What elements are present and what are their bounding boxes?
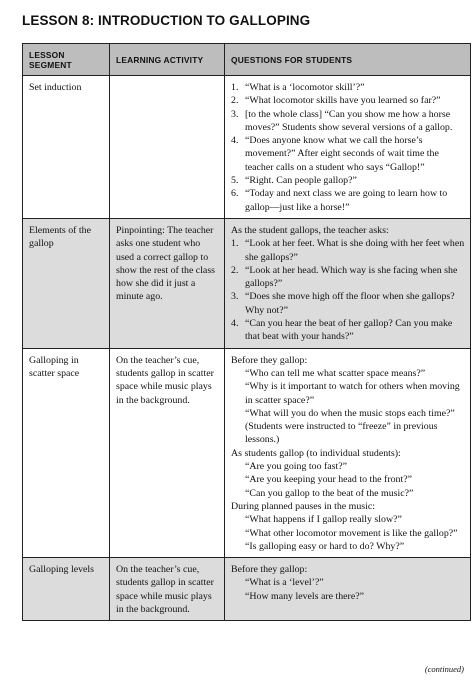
activity-cell: On the teacher’s cue, students gallop in scatter space while music plays in the background. xyxy=(110,348,225,557)
question-item xyxy=(231,237,466,264)
header-questions: QUESTIONS FOR STUDENTS xyxy=(225,44,471,76)
segment-cell: Galloping in scatter space xyxy=(23,348,110,557)
questions-list xyxy=(231,224,466,344)
questions-cell xyxy=(225,348,471,557)
question-text: “What locomotor skills have you learned so far?” xyxy=(245,95,441,107)
questions-cell xyxy=(225,218,471,348)
question-number: 2. xyxy=(231,95,239,107)
question-item xyxy=(231,94,466,107)
question-item xyxy=(231,134,466,174)
table-row xyxy=(23,76,471,219)
question-number: 3. xyxy=(231,108,239,120)
question-number: 5. xyxy=(231,175,239,187)
question-item xyxy=(231,290,466,317)
question-item xyxy=(231,81,466,94)
question-number: 1. xyxy=(231,82,239,93)
question-item: “Are you keeping your head to the front?” xyxy=(245,474,412,486)
segment-cell: Galloping levels xyxy=(23,558,110,621)
question-item xyxy=(231,187,466,214)
questions-list xyxy=(231,81,466,214)
activity-cell: Pinpointing: The teacher asks one student who used a correct gallop to show the rest of the class how she did it just a minute ago. xyxy=(110,218,225,348)
header-lesson-segment: LESSON SEGMENT xyxy=(23,44,110,76)
question-item: “What other locomotor movement is like the gallop?” xyxy=(245,527,458,539)
question-text: “Right. Can people gallop?” xyxy=(245,175,357,187)
question-item: “Is galloping easy or hard to do? Why?” xyxy=(245,540,405,552)
question-item: “How many levels are there?” xyxy=(245,590,364,602)
question-item: “What happens if I gallop really slow?” xyxy=(245,514,402,526)
question-number: 3. xyxy=(231,291,239,303)
questions-list xyxy=(231,563,466,603)
question-item xyxy=(231,264,466,291)
table-row xyxy=(23,348,471,557)
question-item: Before they gallop: xyxy=(231,564,308,576)
question-number: 4. xyxy=(231,318,239,330)
question-number: 6. xyxy=(231,188,239,200)
questions-list xyxy=(231,354,466,553)
questions-cell xyxy=(225,558,471,621)
questions-cell xyxy=(225,76,471,219)
question-item: During planned pauses in the music: xyxy=(231,500,375,512)
activity-cell: On the teacher’s cue, students gallop in scatter space while music plays in the background. xyxy=(110,558,225,621)
segment-cell: Elements of the gallop xyxy=(23,218,110,348)
question-item: “What is a ‘level’?” xyxy=(245,577,324,589)
question-text: “Can you hear the beat of her gallop? Can you make that beat with your hands?” xyxy=(245,318,453,343)
question-item: As students gallop (to individual students): xyxy=(231,447,401,459)
question-text: “Look at her feet. What is she doing with her feet when she gallops?” xyxy=(245,238,465,263)
question-item: “Are you going too fast?” xyxy=(245,461,348,473)
question-number: 2. xyxy=(231,264,239,276)
header-learning-activity: LEARNING ACTIVITY xyxy=(110,44,225,76)
question-item: “Why is it important to watch for others when moving in scatter space?” xyxy=(245,381,460,406)
question-item xyxy=(231,174,466,187)
question-item: Before they gallop: xyxy=(231,354,308,366)
activity-cell xyxy=(110,76,225,219)
question-item: “Who can tell me what scatter space means?” xyxy=(245,367,426,379)
question-item: “What will you do when the music stops each time?” (Students were instructed to “freeze” in previous lessons.) xyxy=(245,407,455,446)
question-item: As the student gallops, the teacher asks: xyxy=(231,224,389,236)
question-text: “What is a ‘locomotor skill’?” xyxy=(245,82,365,93)
segment-cell: Set induction xyxy=(23,76,110,219)
table-row xyxy=(23,218,471,348)
question-number: 4. xyxy=(231,135,239,147)
question-item: “Can you gallop to the beat of the music?” xyxy=(245,487,414,499)
question-number: 1. xyxy=(231,238,239,250)
lesson-table xyxy=(22,43,471,621)
table-header-row xyxy=(23,44,471,76)
question-text: “Does anyone know what we call the horse’s movement?” After eight seconds of wait time the teacher calls on a student who says “Gallop!” xyxy=(245,135,439,173)
question-item xyxy=(231,108,466,135)
question-text: “Today and next class we are going to learn how to gallop—just like a horse!” xyxy=(245,188,448,213)
question-text: [to the whole class] “Can you show me how a horse moves?” Students show several versions of a gallop. xyxy=(245,108,453,133)
table-row xyxy=(23,558,471,621)
question-item xyxy=(231,317,466,344)
continued-note: (continued) xyxy=(424,664,464,674)
page-title: LESSON 8: INTRODUCTION TO GALLOPING xyxy=(22,13,311,28)
question-text: “Does she move high off the floor when she gallops? Why not?” xyxy=(245,291,455,316)
question-text: “Look at her head. Which way is she facing when she gallops?” xyxy=(245,264,458,290)
